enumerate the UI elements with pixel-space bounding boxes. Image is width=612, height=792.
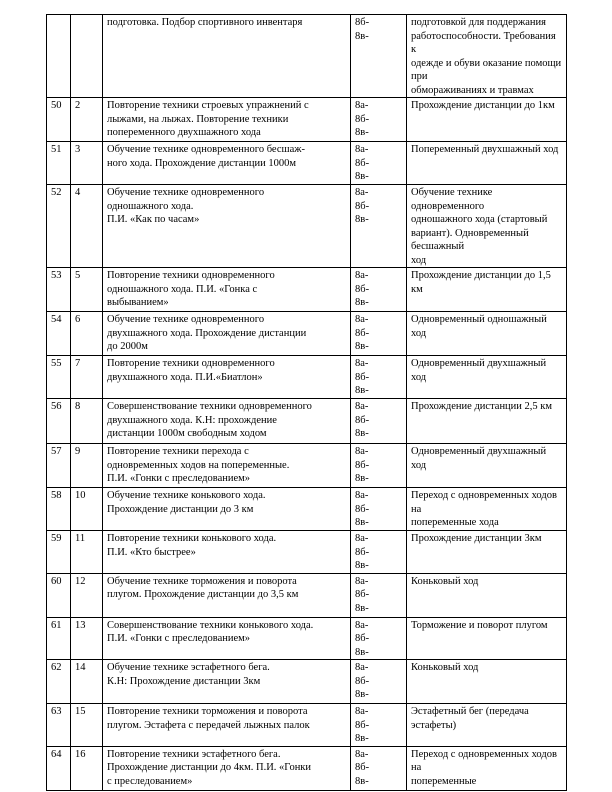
lesson-topic: Обучение технике конькового хода. Прохождение дистанции до 3 км [103,488,351,531]
lesson-sub-number: 16 [71,746,103,790]
lesson-classes: 8а- 8б- 8в- [351,531,407,574]
lesson-sub-number: 9 [71,444,103,488]
lesson-classes: 8а- 8б- 8в- [351,488,407,531]
lesson-number: 60 [47,573,71,617]
table-row [47,746,567,790]
lesson-number: 62 [47,660,71,704]
lesson-sub-number: 3 [71,142,103,185]
lesson-number: 56 [47,399,71,444]
lesson-sub-number: 4 [71,185,103,268]
lesson-classes: 8а- 8б- 8в- [351,185,407,268]
lesson-number: 55 [47,356,71,399]
lesson-notes: Прохождение дистанции до 1км [407,98,567,142]
table-row [47,488,567,531]
lesson-notes: Прохождение дистанции 2,5 км [407,399,567,444]
lesson-notes: Коньковый ход [407,660,567,704]
lesson-topic: Повторение техники строевых упражнений с лыжами, на лыжах. Повторение техники попеременного двухшажного хода [103,98,351,142]
table-row [47,268,567,312]
lesson-notes: Одновременный одношажный ход [407,312,567,356]
lesson-sub-number: 8 [71,399,103,444]
lesson-number: 64 [47,746,71,790]
lesson-number: 57 [47,444,71,488]
lesson-sub-number: 15 [71,704,103,747]
lesson-classes: 8а- 8б- 8в- [351,399,407,444]
lesson-plan-page [46,14,566,791]
lesson-notes: Одновременный двухшажный ход [407,444,567,488]
table-row [47,444,567,488]
lesson-classes: 8а- 8б- 8в- [351,660,407,704]
lesson-number: 54 [47,312,71,356]
lesson-topic: подготовка. Подбор спортивного инвентаря [103,15,351,98]
lesson-classes: 8б- 8в- [351,15,407,98]
lesson-notes: подготовкой для поддержания работоспособности. Требования к одежде и обуви оказание помощи при обмораживаниях и травмах [407,15,567,98]
lesson-notes: Обучение технике одновременного одношажного хода (стартовый вариант). Одновременный бесшажный ход [407,185,567,268]
lesson-classes: 8а- 8б- 8в- [351,617,407,660]
lesson-sub-number: 10 [71,488,103,531]
lesson-topic: Повторение техники перехода с одновременных ходов на попеременные. П.И. «Гонки с преследованием» [103,444,351,488]
table-row [47,399,567,444]
lesson-classes: 8а- 8б- 8в- [351,312,407,356]
lesson-topic: Повторение техники эстафетного бега. Прохождение дистанции до 4км. П.И. «Гонки с преследованием» [103,746,351,790]
lesson-number: 52 [47,185,71,268]
lesson-plan-body [47,15,567,791]
lesson-topic: Обучение технике эстафетного бега. К.Н: Прохождение дистанции 3км [103,660,351,704]
lesson-number: 58 [47,488,71,531]
table-row [47,15,567,98]
lesson-topic: Обучение технике одновременного двухшажного хода. Прохождение дистанции до 2000м [103,312,351,356]
lesson-sub-number: 12 [71,573,103,617]
lesson-classes: 8а- 8б- 8в- [351,356,407,399]
lesson-number: 50 [47,98,71,142]
table-row [47,531,567,574]
lesson-topic: Обучение технике одновременного одношажного хода. П.И. «Как по часам» [103,185,351,268]
lesson-notes: Эстафетный бег (передача эстафеты) [407,704,567,747]
lesson-number: 53 [47,268,71,312]
lesson-notes: Торможение и поворот плугом [407,617,567,660]
lesson-number [47,15,71,98]
lesson-topic: Повторение техники одновременного одношажного хода. П.И. «Гонка с выбыванием» [103,268,351,312]
table-row [47,185,567,268]
lesson-notes: Коньковый ход [407,573,567,617]
table-row [47,573,567,617]
lesson-number: 61 [47,617,71,660]
lesson-classes: 8а- 8б- 8в- [351,142,407,185]
table-row [47,356,567,399]
lesson-notes: Прохождение дистанции 3км [407,531,567,574]
lesson-classes: 8а- 8б- 8в- [351,268,407,312]
lesson-plan-table [46,14,567,791]
lesson-sub-number [71,15,103,98]
lesson-topic: Повторение техники одновременного двухшажного хода. П.И.«Биатлон» [103,356,351,399]
lesson-sub-number: 6 [71,312,103,356]
lesson-topic: Повторение техники торможения и поворота плугом. Эстафета с передачей лыжных палок [103,704,351,747]
lesson-notes: Попеременный двухшажный ход [407,142,567,185]
lesson-notes: Переход с одновременных ходов на попеременные [407,746,567,790]
lesson-topic: Совершенствование техники конькового хода. П.И. «Гонки с преследованием» [103,617,351,660]
table-row [47,312,567,356]
lesson-notes: Переход с одновременных ходов на попеременные хода [407,488,567,531]
lesson-number: 51 [47,142,71,185]
table-row [47,617,567,660]
table-row [47,142,567,185]
lesson-number: 63 [47,704,71,747]
lesson-notes: Одновременный двухшажный ход [407,356,567,399]
lesson-number: 59 [47,531,71,574]
lesson-sub-number: 11 [71,531,103,574]
table-row [47,660,567,704]
lesson-sub-number: 7 [71,356,103,399]
lesson-sub-number: 14 [71,660,103,704]
lesson-sub-number: 13 [71,617,103,660]
lesson-classes: 8а- 8б- 8в- [351,444,407,488]
lesson-classes: 8а- 8б- 8в- [351,746,407,790]
lesson-notes: Прохождение дистанции до 1,5 км [407,268,567,312]
lesson-classes: 8а- 8б- 8в- [351,98,407,142]
lesson-sub-number: 5 [71,268,103,312]
lesson-topic: Совершенствование техники одновременного двухшажного хода. К.Н: прохождение дистанции 1000м свободным ходом [103,399,351,444]
lesson-classes: 8а- 8б- 8в- [351,704,407,747]
lesson-topic: Повторение техники конькового хода. П.И. «Кто быстрее» [103,531,351,574]
lesson-classes: 8а- 8б- 8в- [351,573,407,617]
lesson-topic: Обучение технике торможения и поворота плугом. Прохождение дистанции до 3,5 км [103,573,351,617]
lesson-sub-number: 2 [71,98,103,142]
lesson-topic: Обучение технике одновременного бесшаж- ного хода. Прохождение дистанции 1000м [103,142,351,185]
table-row [47,704,567,747]
table-row [47,98,567,142]
